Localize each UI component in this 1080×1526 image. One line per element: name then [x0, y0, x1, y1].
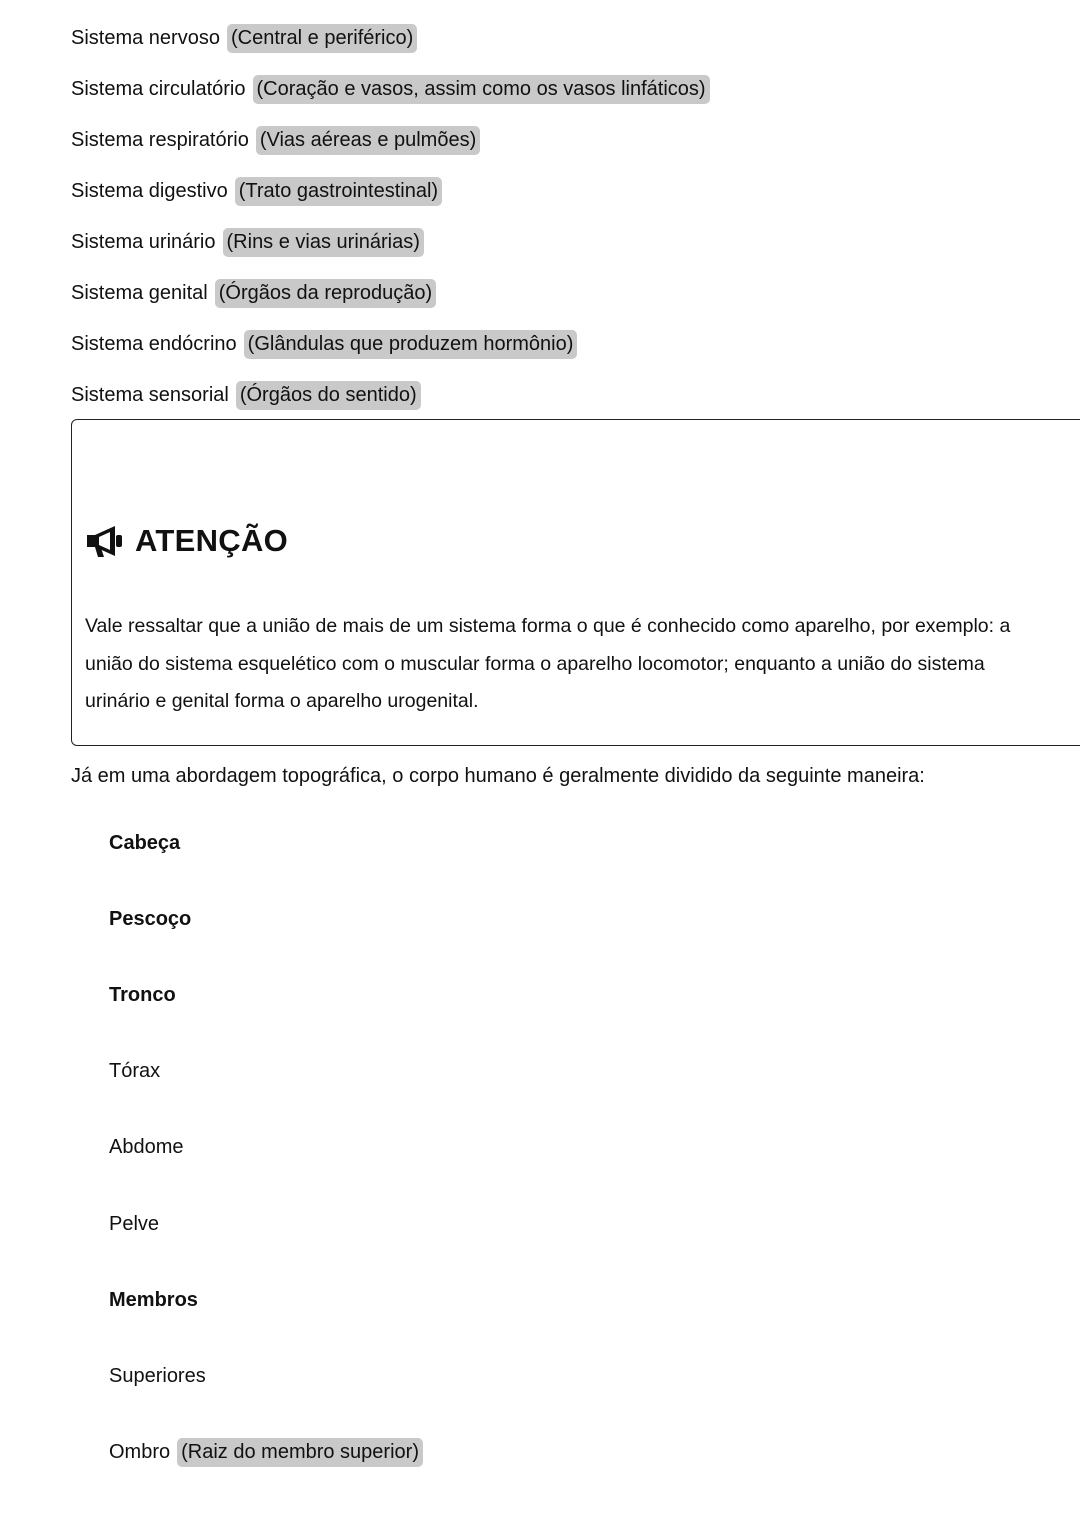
callout-body: Vale ressaltar que a união de mais de um sistema forma o que é conhecido como aparelho, por exemplo: a união do sistema esquelético com o muscular forma o aparelho locomotor; enquanto a união do sistema urinário e genital forma o aparelho urogenital. — [85, 615, 1011, 712]
system-note-highlight: (Coração e vasos, assim como os vasos linfáticos) — [253, 75, 710, 104]
system-note-highlight: (Rins e vias urinárias) — [223, 228, 424, 257]
topography-intro: Já em uma abordagem topográfica, o corpo humano é geralmente dividido da seguinte maneira: — [71, 765, 925, 787]
list-item — [71, 115, 1051, 166]
list-item — [109, 957, 423, 1033]
system-note-highlight: (Vias aéreas e pulmões) — [256, 126, 480, 155]
topography-label: Cabeça — [109, 831, 181, 854]
system-name: Sistema genital — [71, 282, 208, 304]
list-item — [71, 319, 1051, 370]
topography-list — [109, 805, 423, 1491]
system-name: Sistema digestivo — [71, 180, 228, 202]
list-item — [109, 1262, 423, 1338]
system-name: Sistema urinário — [71, 231, 216, 253]
list-item — [109, 881, 423, 957]
list-item — [71, 166, 1051, 217]
list-item — [71, 268, 1051, 319]
system-note-highlight: (Trato gastrointestinal) — [235, 177, 442, 206]
system-note-highlight: (Glândulas que produzem hormônio) — [244, 330, 578, 359]
topography-label: Membros — [109, 1288, 198, 1311]
system-note-highlight: (Órgãos da reprodução) — [215, 279, 436, 308]
system-note-highlight: (Central e periférico) — [227, 24, 417, 53]
system-note-highlight: (Órgãos do sentido) — [236, 381, 421, 410]
topography-label: Pescoço — [109, 907, 192, 930]
list-item — [109, 1186, 423, 1262]
topography-label: Superiores — [109, 1364, 206, 1387]
system-name: Sistema nervoso — [71, 27, 220, 49]
list-item — [71, 64, 1051, 115]
system-name: Sistema sensorial — [71, 384, 229, 406]
list-item — [109, 1415, 423, 1491]
topography-note-highlight: (Raiz do membro superior) — [177, 1438, 423, 1467]
list-item — [71, 13, 1051, 64]
topography-label: Ombro — [109, 1441, 171, 1464]
callout-title: ATENÇÃO — [135, 523, 289, 558]
list-item — [109, 805, 423, 881]
attention-callout — [71, 419, 1080, 746]
list-item — [71, 217, 1051, 268]
callout-header — [85, 523, 288, 559]
megaphone-icon — [85, 523, 123, 559]
topography-label: Tronco — [109, 983, 176, 1006]
body-systems-list — [71, 13, 1051, 421]
list-item — [109, 1338, 423, 1414]
list-item — [71, 370, 1051, 421]
system-name: Sistema respiratório — [71, 129, 249, 151]
topography-label: Abdome — [109, 1136, 184, 1159]
list-item — [109, 1110, 423, 1186]
system-name: Sistema circulatório — [71, 78, 246, 100]
system-name: Sistema endócrino — [71, 333, 237, 355]
topography-label: Pelve — [109, 1212, 160, 1235]
topography-label: Tórax — [109, 1060, 161, 1083]
list-item — [109, 1034, 423, 1110]
